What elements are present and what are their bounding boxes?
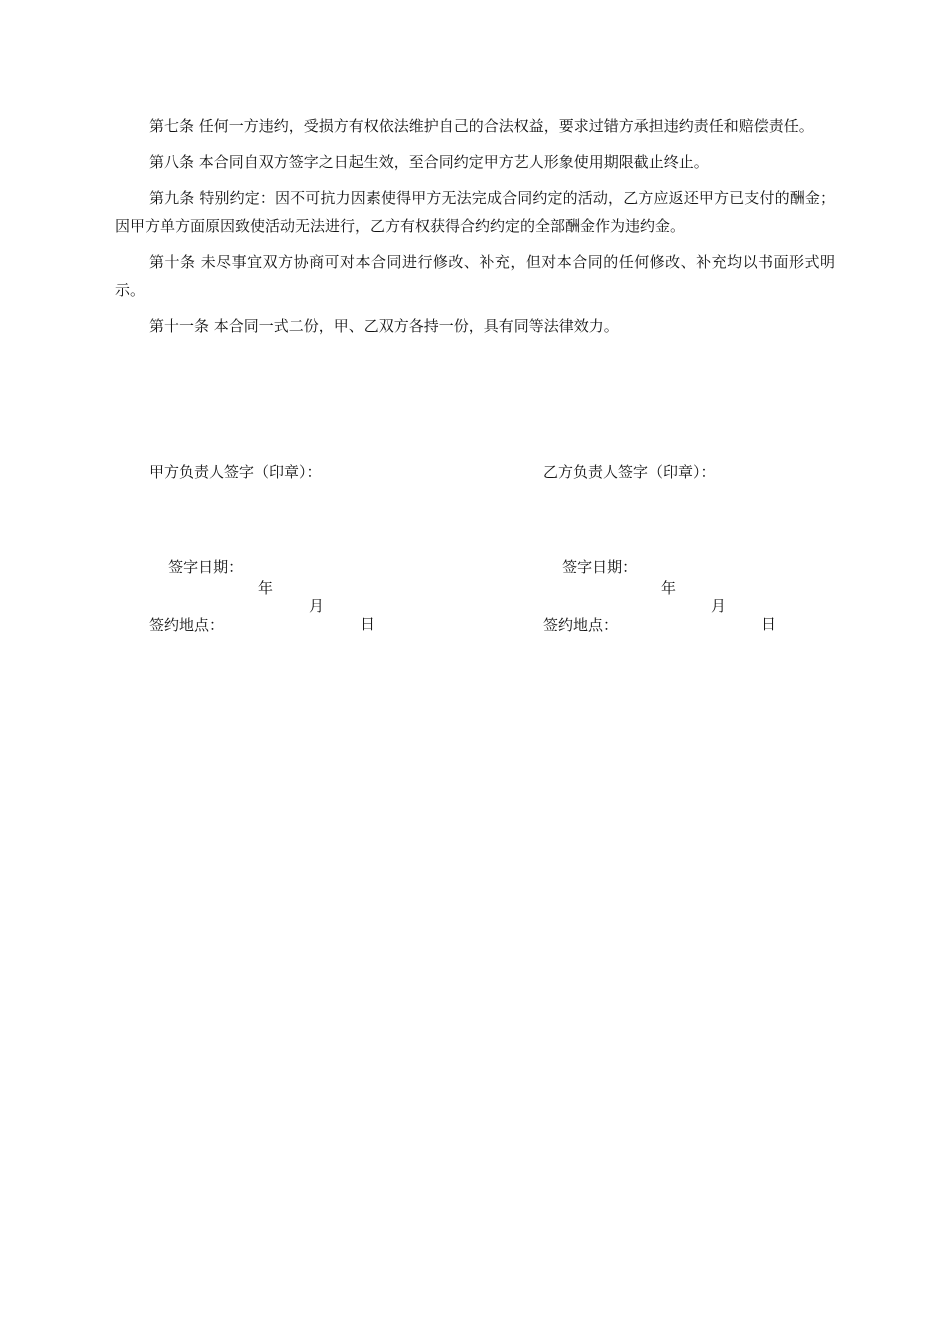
party-b-date-label: 签字日期：	[562, 558, 638, 576]
party-b-sign-label: 乙方负责人签字（印章）：	[543, 463, 716, 481]
party-b-day: 日	[761, 615, 777, 633]
party-a-date-label: 签字日期：	[168, 558, 244, 576]
party-b-place-label: 签约地点：	[543, 616, 619, 634]
party-a-place-label: 签约地点：	[149, 616, 225, 634]
contract-articles	[115, 112, 835, 348]
party-b-year: 年	[661, 579, 677, 597]
party-a-month: 月	[309, 597, 325, 615]
article-8: 第八条 本合同自双方签字之日起生效，至合同约定甲方艺人形象使用期限截止终止。	[149, 153, 709, 171]
party-a-year: 年	[258, 579, 274, 597]
article-11: 第十一条 本合同一式二份，甲、乙双方各持一份，具有同等法律效力。	[149, 317, 619, 335]
article-9: 第九条 特别约定：因不可抗力因素使得甲方无法完成合同约定的活动，乙方应返还甲方已支付的酬金；因甲方单方面原因致使活动无法进行，乙方有权获得合约约定的全部酬金作为违约金。	[115, 189, 835, 235]
article-10: 第十条 未尽事宜双方协商可对本合同进行修改、补充，但对本合同的任何修改、补充均以书面形式明示。	[115, 253, 835, 299]
party-a-sign-label: 甲方负责人签字（印章）：	[149, 463, 322, 481]
party-a-day: 日	[360, 615, 376, 633]
article-7: 第七条 任何一方违约，受损方有权依法维护自己的合法权益，要求过错方承担违约责任和赔偿责任。	[149, 117, 814, 135]
party-b-month: 月	[711, 597, 727, 615]
